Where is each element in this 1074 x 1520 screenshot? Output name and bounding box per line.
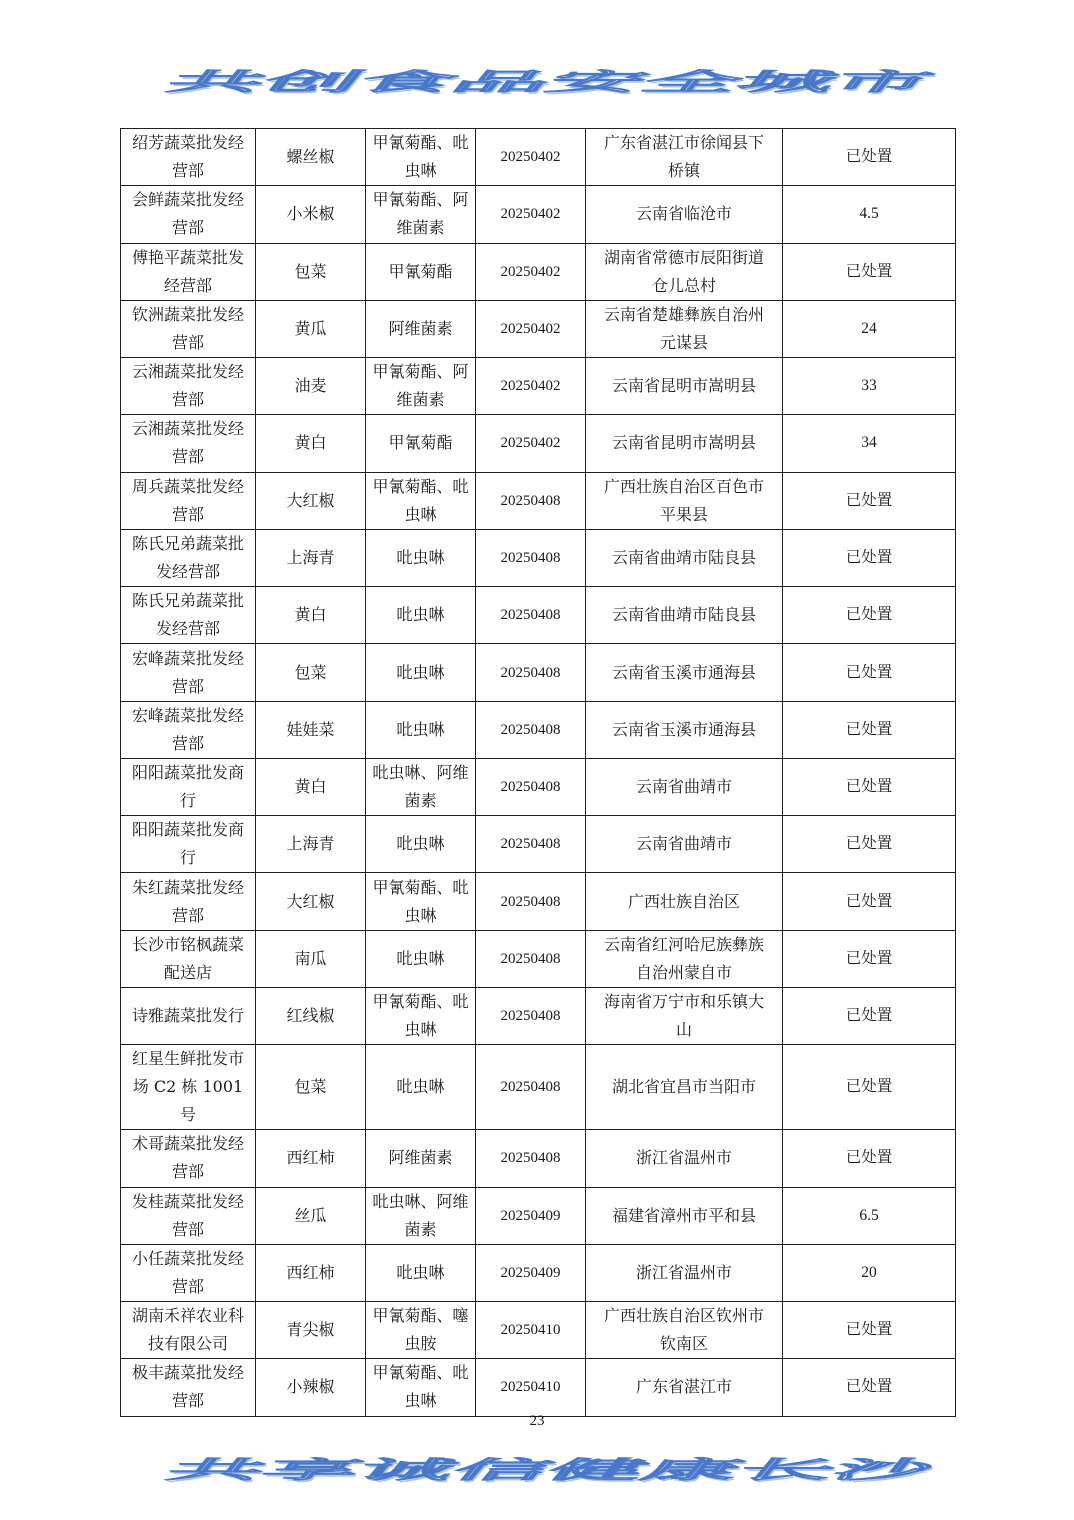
vendor-cell <box>121 930 256 987</box>
product-cell <box>256 873 366 930</box>
date-text: 20250408 <box>500 492 561 509</box>
vendor-cell <box>121 415 256 472</box>
vendor-text: 发桂蔬菜批发经营部 <box>131 1191 244 1239</box>
pesticide-text: 吡虫啉、阿维菌素 <box>372 763 469 811</box>
pesticide-text: 吡虫啉 <box>396 948 445 968</box>
product-cell <box>256 300 366 357</box>
product-text: 包菜 <box>294 261 327 281</box>
origin-text: 福建省漳州市平和县 <box>611 1205 756 1225</box>
origin-text: 云南省曲靖市 <box>635 777 732 797</box>
status-cell <box>783 1244 956 1301</box>
table-row <box>121 758 956 815</box>
pesticide-cell <box>366 1130 476 1187</box>
status-cell <box>783 758 956 815</box>
origin-text: 湖南省常德市辰阳街道仓儿总村 <box>603 247 764 295</box>
status-cell <box>783 186 956 243</box>
vendor-text: 钦洲蔬菜批发经营部 <box>131 304 244 352</box>
date-cell <box>476 300 586 357</box>
table-row <box>121 300 956 357</box>
date-text: 20250402 <box>500 263 561 280</box>
vendor-text: 阳阳蔬菜批发商行 <box>131 763 244 811</box>
date-cell <box>476 243 586 300</box>
product-text: 黄白 <box>294 433 327 453</box>
origin-cell <box>586 1302 783 1359</box>
table-row <box>121 472 956 529</box>
status-cell <box>783 644 956 701</box>
vendor-cell <box>121 1045 256 1130</box>
origin-text: 云南省曲靖市 <box>635 834 732 854</box>
status-text: 20 <box>861 1263 877 1281</box>
vendor-text: 会鲜蔬菜批发经营部 <box>131 190 244 238</box>
date-cell <box>476 758 586 815</box>
origin-cell <box>586 701 783 758</box>
status-text: 4.5 <box>859 205 879 223</box>
date-cell <box>476 644 586 701</box>
status-text: 已处置 <box>845 1378 893 1396</box>
origin-cell <box>586 644 783 701</box>
table-row <box>121 358 956 415</box>
table-row <box>121 1244 956 1301</box>
product-text: 西红柿 <box>286 1148 335 1168</box>
status-cell <box>783 1359 956 1416</box>
product-text: 南瓜 <box>294 948 327 968</box>
origin-cell <box>586 186 783 243</box>
status-text: 已处置 <box>845 1149 893 1167</box>
vendor-cell <box>121 987 256 1044</box>
product-text: 小辣椒 <box>286 1377 335 1397</box>
origin-cell <box>586 1244 783 1301</box>
date-text: 20250408 <box>500 607 561 624</box>
date-cell <box>476 1302 586 1359</box>
status-text: 34 <box>861 434 877 452</box>
vendor-cell <box>121 701 256 758</box>
vendor-text: 宏峰蔬菜批发经营部 <box>131 705 244 753</box>
status-text: 已处置 <box>845 491 893 509</box>
pesticide-cell <box>366 129 476 186</box>
origin-text: 广西壮族自治区百色市平果县 <box>603 476 764 524</box>
product-text: 大红椒 <box>286 490 335 510</box>
date-cell <box>476 587 586 644</box>
pesticide-text: 甲氰菊酯、噻虫胺 <box>372 1306 469 1354</box>
date-text: 20250408 <box>500 721 561 738</box>
origin-text: 云南省玉溪市通海县 <box>611 662 756 682</box>
pesticide-text: 甲氰菊酯 <box>388 433 453 453</box>
product-cell <box>256 987 366 1044</box>
date-text: 20250402 <box>500 320 561 337</box>
product-cell <box>256 816 366 873</box>
pesticide-text: 甲氰菊酯 <box>388 261 453 281</box>
table-row <box>121 873 956 930</box>
vendor-cell <box>121 529 256 586</box>
date-cell <box>476 1359 586 1416</box>
table-row <box>121 129 956 186</box>
vendor-text: 红星生鲜批发市场 C2 栋 1001 号 <box>131 1049 244 1125</box>
pesticide-text: 甲氰菊酯、吡虫啉 <box>372 992 469 1040</box>
origin-text: 云南省曲靖市陆良县 <box>611 547 756 567</box>
product-text: 上海青 <box>286 547 335 567</box>
date-cell <box>476 529 586 586</box>
pesticide-cell <box>366 1359 476 1416</box>
table-row <box>121 1302 956 1359</box>
vendor-text: 陈氏兄弟蔬菜批发经营部 <box>131 533 244 581</box>
date-text: 20250410 <box>500 1322 561 1339</box>
vendor-cell <box>121 1130 256 1187</box>
product-text: 黄白 <box>294 777 327 797</box>
table-row <box>121 644 956 701</box>
table-row <box>121 1045 956 1130</box>
origin-text: 浙江省温州市 <box>635 1262 732 1282</box>
date-cell <box>476 1130 586 1187</box>
status-text: 已处置 <box>845 1321 893 1339</box>
product-cell <box>256 1130 366 1187</box>
pesticide-text: 吡虫啉 <box>396 1262 445 1282</box>
origin-cell <box>586 1045 783 1130</box>
pesticide-cell <box>366 243 476 300</box>
table-row <box>121 816 956 873</box>
vendor-cell <box>121 129 256 186</box>
origin-text: 广东省湛江市 <box>635 1377 732 1397</box>
date-text: 20250402 <box>500 435 561 452</box>
status-cell <box>783 415 956 472</box>
product-cell <box>256 1244 366 1301</box>
page-number: 23 <box>529 1413 545 1429</box>
origin-text: 云南省红河哈尼族彝族自治州蒙自市 <box>603 934 764 982</box>
vendor-text: 绍芳蔬菜批发经营部 <box>131 133 244 181</box>
pesticide-cell <box>366 701 476 758</box>
table-row <box>121 186 956 243</box>
table-row <box>121 587 956 644</box>
origin-cell <box>586 816 783 873</box>
vendor-cell <box>121 1359 256 1416</box>
vendor-text: 阳阳蔬菜批发商行 <box>131 820 244 868</box>
table-row <box>121 1187 956 1244</box>
product-text: 包菜 <box>294 1077 327 1097</box>
status-cell <box>783 701 956 758</box>
date-text: 20250402 <box>500 206 561 223</box>
vendor-cell <box>121 1187 256 1244</box>
date-text: 20250408 <box>500 779 561 796</box>
pesticide-cell <box>366 358 476 415</box>
origin-cell <box>586 873 783 930</box>
date-text: 20250408 <box>500 836 561 853</box>
status-cell <box>783 816 956 873</box>
date-cell <box>476 930 586 987</box>
origin-cell <box>586 1359 783 1416</box>
product-cell <box>256 243 366 300</box>
status-cell <box>783 529 956 586</box>
date-text: 20250410 <box>500 1379 561 1396</box>
status-text: 33 <box>861 377 877 395</box>
vendor-cell <box>121 644 256 701</box>
product-cell <box>256 930 366 987</box>
pesticide-cell <box>366 300 476 357</box>
status-text: 已处置 <box>845 148 893 166</box>
table-body <box>121 129 956 1417</box>
vendor-text: 湖南禾祥农业科技有限公司 <box>131 1306 244 1354</box>
date-cell <box>476 987 586 1044</box>
table-row <box>121 1359 956 1416</box>
status-cell <box>783 930 956 987</box>
table-row <box>121 243 956 300</box>
origin-cell <box>586 129 783 186</box>
header-banner-text: 共创食品安全城市 <box>158 68 943 96</box>
origin-cell <box>586 243 783 300</box>
pesticide-text: 甲氰菊酯、吡虫啉 <box>372 133 469 181</box>
pesticide-cell <box>366 1244 476 1301</box>
pesticide-cell <box>366 930 476 987</box>
origin-cell <box>586 1187 783 1244</box>
product-cell <box>256 1187 366 1244</box>
vendor-cell <box>121 587 256 644</box>
origin-cell <box>586 1130 783 1187</box>
product-cell <box>256 1302 366 1359</box>
status-text: 已处置 <box>845 663 893 681</box>
origin-cell <box>586 987 783 1044</box>
date-cell <box>476 186 586 243</box>
pesticide-text: 吡虫啉 <box>396 719 445 739</box>
product-cell <box>256 472 366 529</box>
pesticide-text: 甲氰菊酯、阿维菌素 <box>372 362 469 410</box>
origin-text: 广东省湛江市徐闻县下桥镇 <box>603 133 764 181</box>
date-text: 20250408 <box>500 549 561 566</box>
product-cell <box>256 1045 366 1130</box>
origin-text: 云南省临沧市 <box>635 204 732 224</box>
date-cell <box>476 816 586 873</box>
status-cell <box>783 587 956 644</box>
pesticide-text: 吡虫啉、阿维菌素 <box>372 1191 469 1239</box>
date-cell <box>476 701 586 758</box>
product-cell <box>256 358 366 415</box>
product-text: 红线椒 <box>286 1006 335 1026</box>
vendor-cell <box>121 1244 256 1301</box>
date-cell <box>476 1244 586 1301</box>
product-text: 西红柿 <box>286 1262 335 1282</box>
origin-cell <box>586 415 783 472</box>
pesticide-text: 甲氰菊酯、阿维菌素 <box>372 190 469 238</box>
pesticide-text: 甲氰菊酯、吡虫啉 <box>372 877 469 925</box>
vendor-text: 诗雅蔬菜批发行 <box>131 1006 244 1026</box>
origin-text: 云南省楚雄彝族自治州元谋县 <box>603 304 764 352</box>
table-row <box>121 415 956 472</box>
vendor-text: 术哥蔬菜批发经营部 <box>131 1134 244 1182</box>
product-cell <box>256 1359 366 1416</box>
status-text: 6.5 <box>859 1206 879 1224</box>
table-row <box>121 930 956 987</box>
status-cell <box>783 243 956 300</box>
footer-banner-text: 共享诚信健康长沙 <box>158 1456 943 1484</box>
status-text: 已处置 <box>845 606 893 624</box>
origin-cell <box>586 529 783 586</box>
status-text: 已处置 <box>845 835 893 853</box>
status-text: 已处置 <box>845 1007 893 1025</box>
date-cell <box>476 1045 586 1130</box>
pesticide-cell <box>366 186 476 243</box>
vendor-text: 傅艳平蔬菜批发经营部 <box>131 247 244 295</box>
date-text: 20250402 <box>500 378 561 395</box>
product-text: 小米椒 <box>286 204 335 224</box>
origin-text: 浙江省温州市 <box>635 1148 732 1168</box>
vendor-text: 周兵蔬菜批发经营部 <box>131 476 244 524</box>
pesticide-cell <box>366 873 476 930</box>
date-text: 20250408 <box>500 893 561 910</box>
date-cell <box>476 415 586 472</box>
pesticide-cell <box>366 987 476 1044</box>
date-cell <box>476 873 586 930</box>
product-cell <box>256 415 366 472</box>
origin-text: 云南省昆明市嵩明县 <box>611 433 756 453</box>
pesticide-text: 吡虫啉 <box>396 662 445 682</box>
origin-cell <box>586 358 783 415</box>
product-cell <box>256 644 366 701</box>
vendor-cell <box>121 1302 256 1359</box>
inspection-table <box>120 128 956 1417</box>
vendor-text: 小任蔬菜批发经营部 <box>131 1248 244 1296</box>
vendor-text: 云湘蔬菜批发经营部 <box>131 362 244 410</box>
status-cell <box>783 873 956 930</box>
vendor-text: 陈氏兄弟蔬菜批发经营部 <box>131 591 244 639</box>
origin-text: 云南省昆明市嵩明县 <box>611 376 756 396</box>
table-row <box>121 529 956 586</box>
product-text: 包菜 <box>294 662 327 682</box>
pesticide-cell <box>366 1187 476 1244</box>
date-text: 20250408 <box>500 950 561 967</box>
date-cell <box>476 472 586 529</box>
vendor-text: 云湘蔬菜批发经营部 <box>131 419 244 467</box>
status-text: 已处置 <box>845 892 893 910</box>
pesticide-cell <box>366 1045 476 1130</box>
product-cell <box>256 529 366 586</box>
status-cell <box>783 1302 956 1359</box>
product-text: 大红椒 <box>286 891 335 911</box>
product-text: 娃娃菜 <box>286 719 335 739</box>
product-cell <box>256 186 366 243</box>
product-cell <box>256 758 366 815</box>
pesticide-cell <box>366 587 476 644</box>
pesticide-text: 甲氰菊酯、吡虫啉 <box>372 476 469 524</box>
origin-text: 广西壮族自治区钦州市钦南区 <box>603 1306 764 1354</box>
product-cell <box>256 587 366 644</box>
status-cell <box>783 300 956 357</box>
origin-cell <box>586 930 783 987</box>
status-cell <box>783 472 956 529</box>
pesticide-cell <box>366 529 476 586</box>
vendor-cell <box>121 816 256 873</box>
status-cell <box>783 987 956 1044</box>
date-text: 20250408 <box>500 1150 561 1167</box>
date-text: 20250409 <box>500 1207 561 1224</box>
origin-cell <box>586 300 783 357</box>
product-text: 丝瓜 <box>294 1205 327 1225</box>
status-text: 已处置 <box>845 1078 893 1096</box>
product-text: 上海青 <box>286 834 335 854</box>
origin-text: 云南省曲靖市陆良县 <box>611 605 756 625</box>
table-row <box>121 701 956 758</box>
origin-cell <box>586 758 783 815</box>
pesticide-cell <box>366 415 476 472</box>
pesticide-cell <box>366 644 476 701</box>
product-text: 黄白 <box>294 605 327 625</box>
vendor-text: 宏峰蔬菜批发经营部 <box>131 648 244 696</box>
vendor-cell <box>121 873 256 930</box>
product-text: 青尖椒 <box>286 1320 335 1340</box>
status-cell <box>783 129 956 186</box>
product-cell <box>256 129 366 186</box>
date-text: 20250408 <box>500 1079 561 1096</box>
table-row <box>121 1130 956 1187</box>
pesticide-text: 阿维菌素 <box>388 318 453 338</box>
header-banner <box>158 68 943 100</box>
pesticide-text: 吡虫啉 <box>396 1077 445 1097</box>
vendor-cell <box>121 186 256 243</box>
vendor-cell <box>121 243 256 300</box>
table-row <box>121 987 956 1044</box>
product-cell <box>256 701 366 758</box>
origin-text: 湖北省宜昌市当阳市 <box>611 1077 756 1097</box>
origin-cell <box>586 587 783 644</box>
origin-text: 广西壮族自治区 <box>627 891 740 911</box>
status-text: 已处置 <box>845 720 893 738</box>
status-cell <box>783 1187 956 1244</box>
vendor-cell <box>121 758 256 815</box>
status-text: 已处置 <box>845 778 893 796</box>
status-cell <box>783 358 956 415</box>
origin-text: 海南省万宁市和乐镇大山 <box>603 992 764 1040</box>
status-text: 已处置 <box>845 262 893 280</box>
status-text: 已处置 <box>845 949 893 967</box>
pesticide-text: 吡虫啉 <box>396 834 445 854</box>
vendor-cell <box>121 472 256 529</box>
status-text: 已处置 <box>845 548 893 566</box>
product-text: 螺丝椒 <box>286 147 335 167</box>
pesticide-text: 阿维菌素 <box>388 1148 453 1168</box>
vendor-cell <box>121 358 256 415</box>
pesticide-cell <box>366 758 476 815</box>
footer-banner <box>158 1456 943 1488</box>
pesticide-cell <box>366 816 476 873</box>
pesticide-cell <box>366 472 476 529</box>
date-cell <box>476 1187 586 1244</box>
date-text: 20250408 <box>500 664 561 681</box>
product-text: 油麦 <box>294 376 327 396</box>
pesticide-text: 吡虫啉 <box>396 605 445 625</box>
date-text: 20250409 <box>500 1264 561 1281</box>
vendor-cell <box>121 300 256 357</box>
pesticide-text: 吡虫啉 <box>396 547 445 567</box>
origin-cell <box>586 472 783 529</box>
date-cell <box>476 358 586 415</box>
vendor-text: 极丰蔬菜批发经营部 <box>131 1363 244 1411</box>
pesticide-text: 甲氰菊酯、吡虫啉 <box>372 1363 469 1411</box>
date-text: 20250408 <box>500 1008 561 1025</box>
status-text: 24 <box>861 319 877 337</box>
origin-text: 云南省玉溪市通海县 <box>611 719 756 739</box>
pesticide-cell <box>366 1302 476 1359</box>
product-text: 黄瓜 <box>294 318 327 338</box>
vendor-text: 长沙市铭枫蔬菜配送店 <box>131 934 244 982</box>
vendor-text: 朱红蔬菜批发经营部 <box>131 877 244 925</box>
status-cell <box>783 1130 956 1187</box>
date-text: 20250402 <box>500 149 561 166</box>
status-cell <box>783 1045 956 1130</box>
date-cell <box>476 129 586 186</box>
